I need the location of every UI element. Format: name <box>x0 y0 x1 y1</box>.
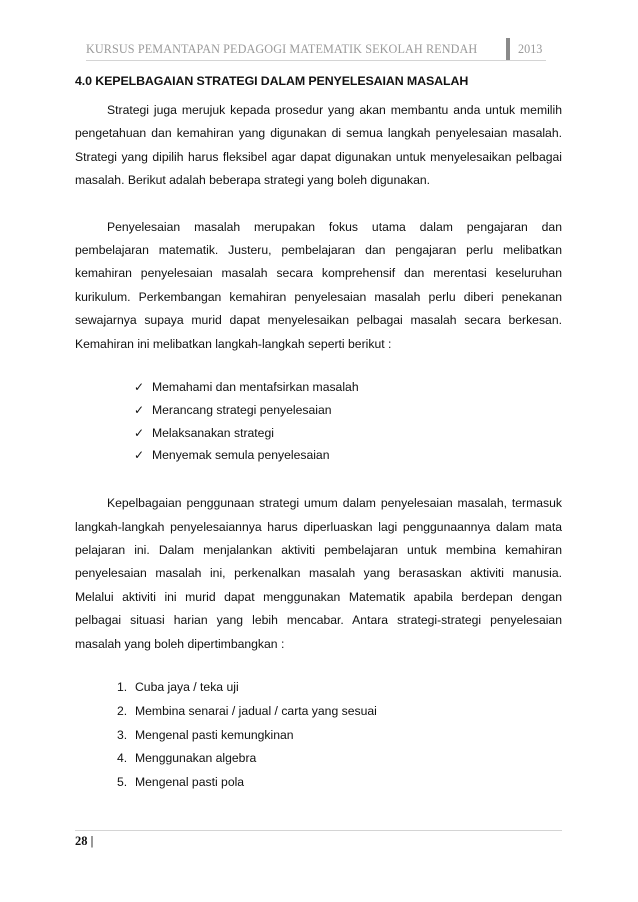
list-item: ✓ Melaksanakan strategi <box>134 422 562 445</box>
header-divider <box>506 38 510 60</box>
strategies-list <box>75 676 562 795</box>
list-item: 3. Mengenal pasti kemungkinan <box>117 727 294 742</box>
list-item: 1. Cuba jaya / teka uji <box>117 680 239 695</box>
page-number: 28 | <box>75 834 94 848</box>
header-title: KURSUS PEMANTAPAN PEDAGOGI MATEMATIK SEKOLAH RENDAH <box>86 42 478 56</box>
checkmark-icon: ✓ <box>134 448 145 463</box>
checkmark-icon: ✓ <box>134 380 145 395</box>
list-item: ✓ Memahami dan mentafsirkan masalah <box>134 376 562 399</box>
list-item: 4. Menggunakan algebra <box>117 751 257 766</box>
paragraph-2 <box>75 216 562 356</box>
page-body <box>75 73 562 795</box>
checkmark-icon: ✓ <box>134 425 145 440</box>
list-item: ✓ Menyemak semula penyelesaian <box>134 444 562 467</box>
list-item: 2. Membina senarai / jadual / carta yang sesuai <box>117 703 377 718</box>
list-item: ✓ Merancang strategi penyelesaian <box>134 399 562 422</box>
paragraph-3-text: Kepelbagaian penggunaan strategi umum dalam penyelesaian masalah, termasuk langkah-langkah penyelesaiannya harus diperluaskan lagi penggunaannya dalam mata pelajaran ini. Dalam menjalankan aktiviti pembelajaran untuk membina kemahiran penyelesaian masalah ini, perkenalkan masalah yang berasaskan aktiviti manusia. Melalui aktiviti ini murid dapat menggunakan Matematik apabila berdepan dengan pelbagai situasi harian yang lebih mencabar. Antara strategi-strategi penyelesaian masalah yang boleh dipertimbangkan : <box>75 496 562 651</box>
paragraph-1 <box>75 99 562 193</box>
section-title: 4.0 KEPELBAGAIAN STRATEGI DALAM PENYELESAIAN MASALAH <box>75 74 469 88</box>
header-rule <box>86 60 546 61</box>
paragraph-2-text: Penyelesaian masalah merupakan fokus utama dalam pengajaran dan pembelajaran matematik. Justeru, pembelajaran dan pengajaran perlu melibatkan kemahiran penyelesaian masalah secara komprehensif dan merentasi keseluruhan kurikulum. Perkembangan kemahiran penyelesaian masalah perlu diberi penekanan sewajarnya supaya murid dapat menyelesaikan pelbagai masalah secara berkesan. Kemahiran ini melibatkan langkah-langkah seperti berikut : <box>75 219 562 351</box>
paragraph-3 <box>75 492 562 656</box>
steps-checklist <box>75 376 562 467</box>
page-header <box>86 38 546 60</box>
paragraph-1-text: Strategi juga merujuk kepada prosedur yang akan membantu anda untuk memilih pengetahuan dan kemahiran yang digunakan di semua langkah penyelesaian masalah. Strategi yang dipilih harus fleksibel agar dapat digunakan untuk menyelesaikan pelbagai masalah. Berikut adalah beberapa strategi yang boleh digunakan. <box>75 103 562 188</box>
list-item: 5. Mengenal pasti pola <box>117 775 245 790</box>
header-year: 2013 <box>518 42 543 56</box>
checkmark-icon: ✓ <box>134 402 145 417</box>
footer-rule <box>75 830 562 831</box>
